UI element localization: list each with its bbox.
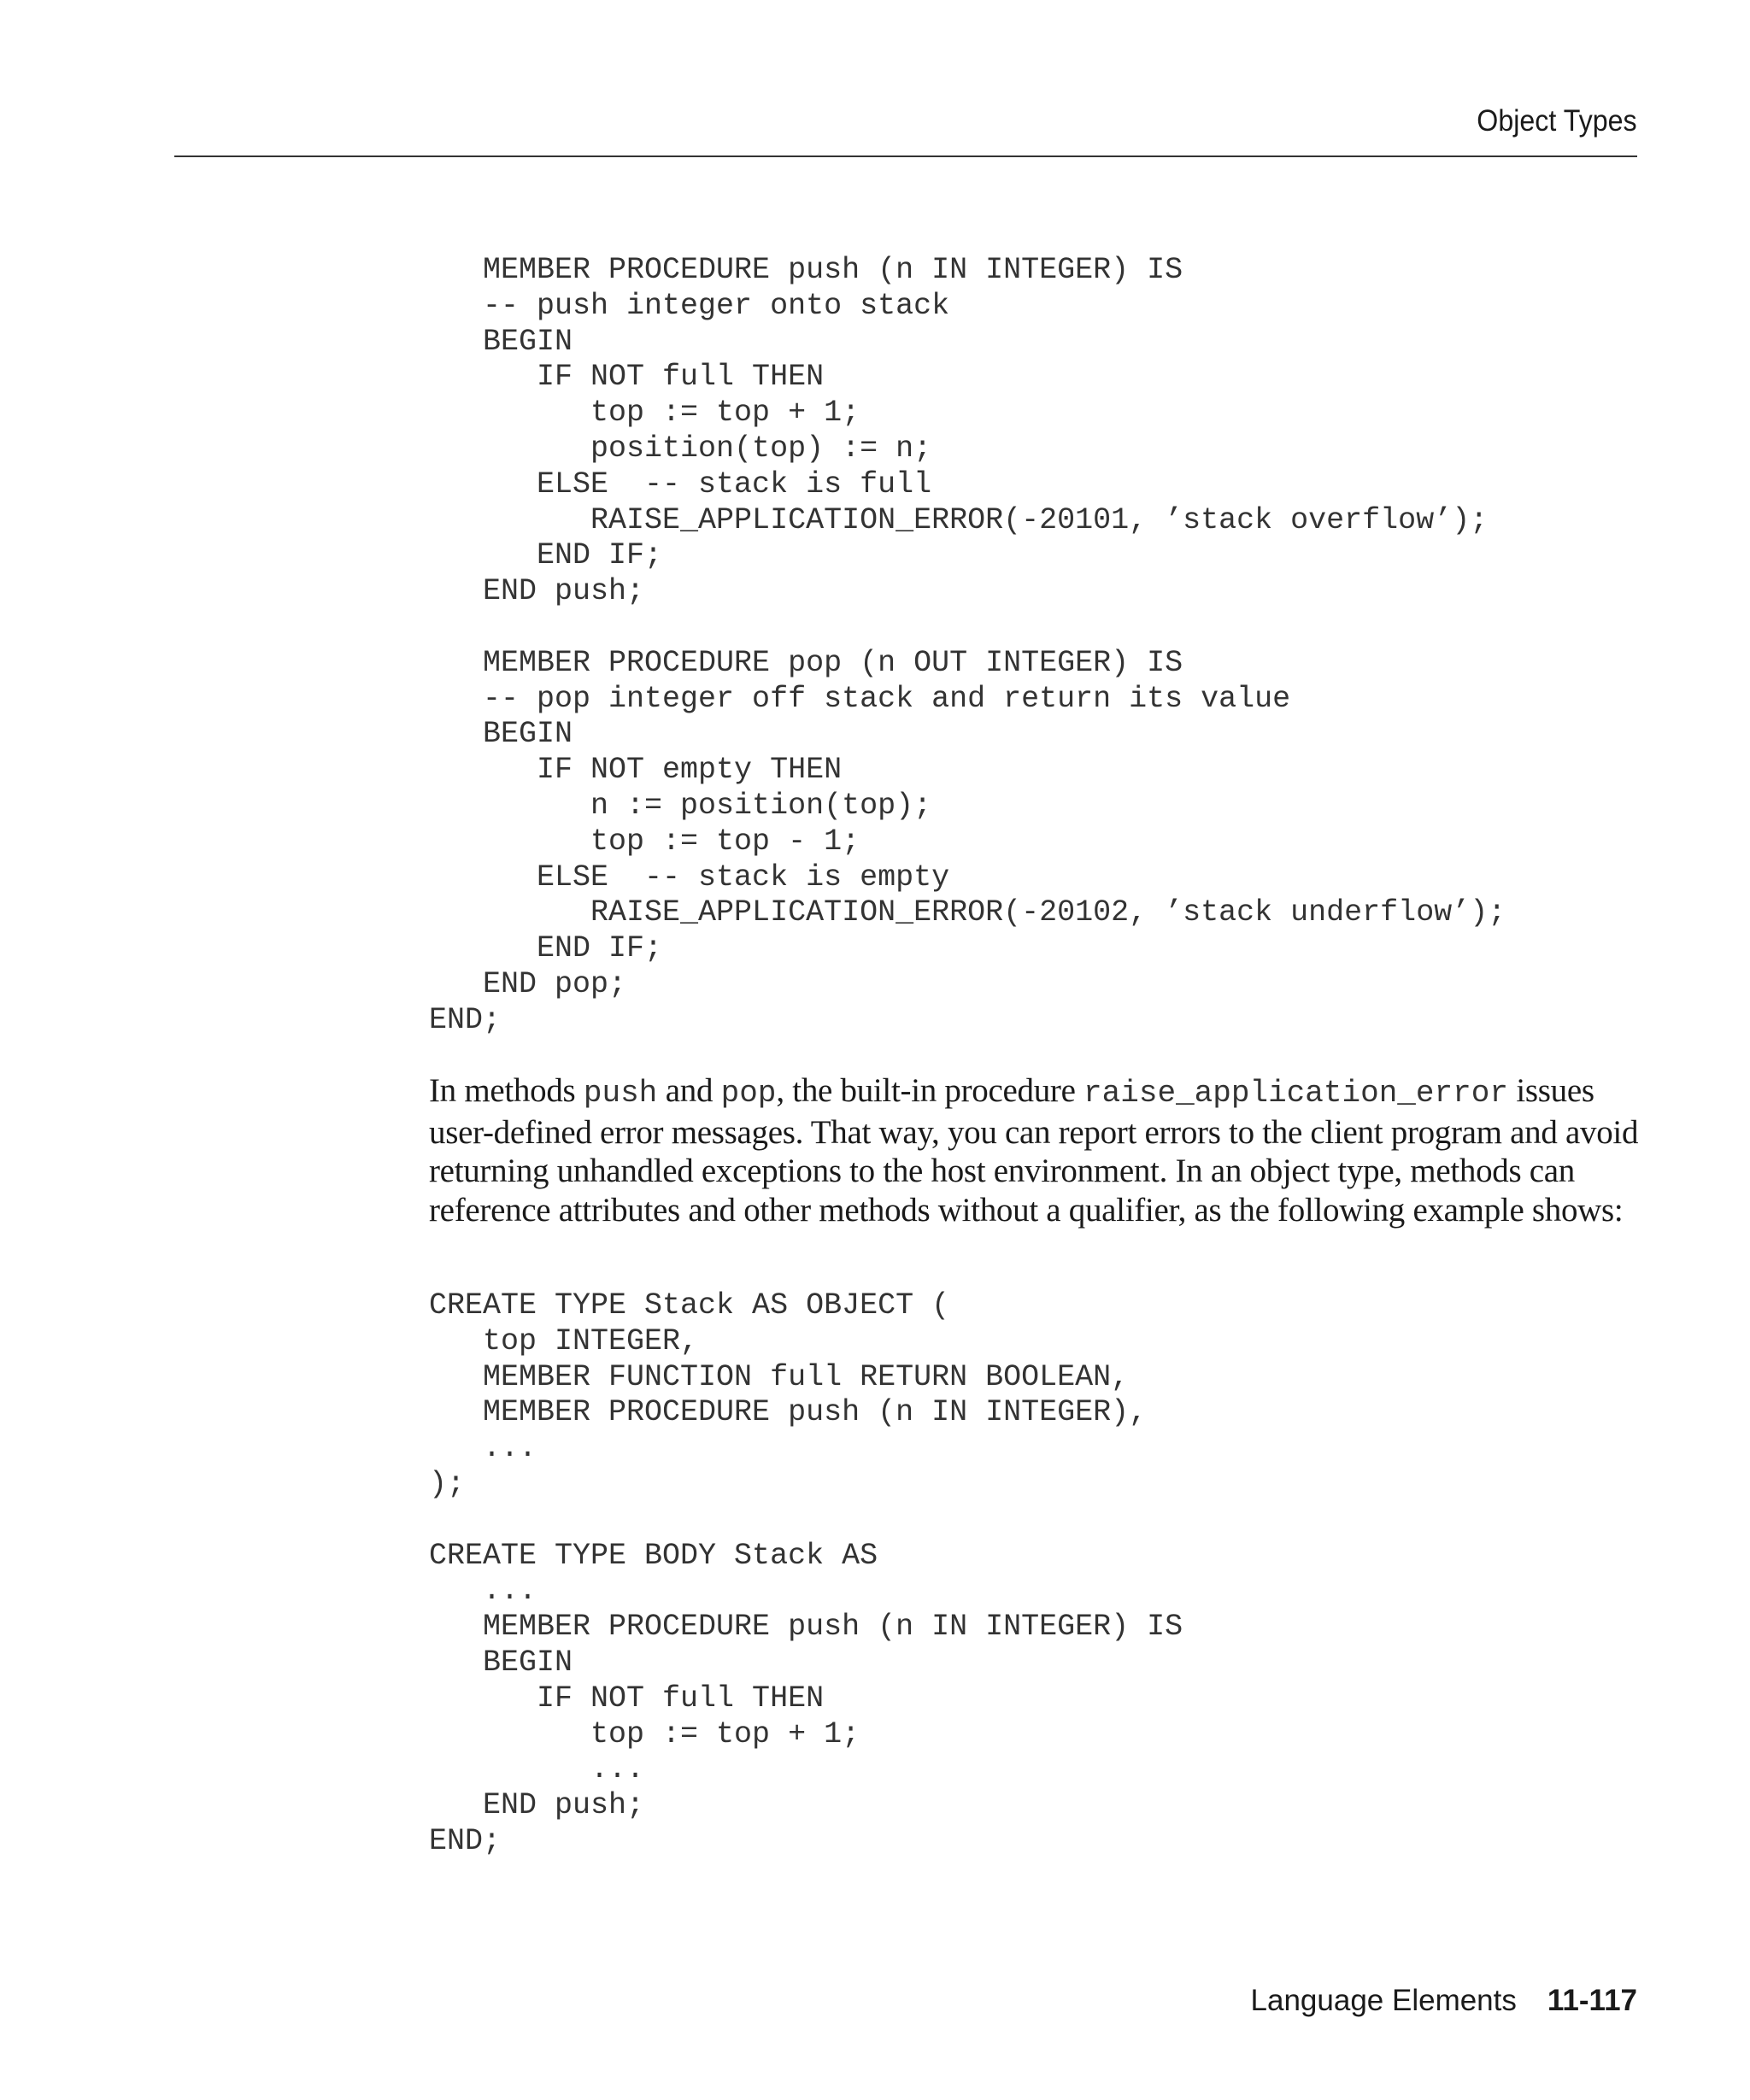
inline-code-pop: pop	[720, 1076, 777, 1111]
running-header-title: Object Types	[1477, 104, 1637, 138]
page-footer	[1251, 1984, 1637, 2018]
code-example-push-pop: MEMBER PROCEDURE push (n IN INTEGER) IS -- push integer onto stack BEGIN IF NOT full THEN top := top + 1; position(top) := n; ELSE -- stack is full RAISE_APPLICATION_ERROR(-20101, ’stack overflow’); END IF; END push; MEMBER PROCEDURE pop (n OUT INTEGER) IS -- pop integer off stack and return its value BEGIN IF NOT empty THEN n := position(top); top := top - 1; ELSE -- stack is empty RAISE_APPLICATION_ERROR(-20102, ’stack underflow’); END IF; END pop; END;	[429, 253, 1506, 1037]
paragraph-text: In methods	[429, 1072, 584, 1109]
page-number: 11-117	[1547, 1984, 1637, 2017]
inline-code-raise-application-error: raise_application_error	[1083, 1076, 1508, 1111]
header-rule	[174, 155, 1637, 157]
footer-section-title: Language Elements	[1250, 1984, 1517, 2017]
body-paragraph	[429, 1071, 1642, 1229]
paragraph-text: , the built-in procedure	[776, 1072, 1084, 1109]
paragraph-text: issues user-defined error messages. That way, you can report errors to the client program and avoid returning unhandled exceptions to the host environment. In an object type, methods can reference attributes and other methods without a qualifier, as the following example shows:	[429, 1072, 1639, 1229]
inline-code-push: push	[583, 1076, 658, 1111]
code-example-create-type: CREATE TYPE Stack AS OBJECT ( top INTEGER, MEMBER FUNCTION full RETURN BOOLEAN, MEMBER PROCEDURE push (n IN INTEGER), ... ); CREATE TYPE BODY Stack AS ... MEMBER PROCEDURE push (n IN INTEGER) IS BEGIN IF NOT full THEN top := top + 1; ... END push; END;	[429, 1288, 1183, 1858]
paragraph-text: and	[657, 1072, 721, 1109]
